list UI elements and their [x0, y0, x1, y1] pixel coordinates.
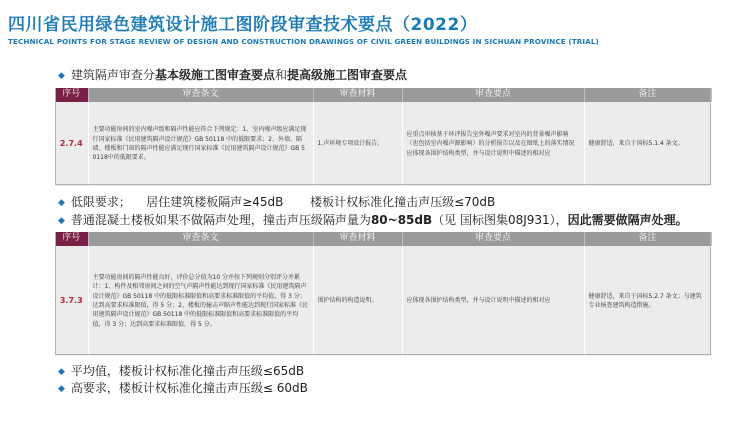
table-row — [55, 102, 711, 186]
section-heading: ◆ 建筑隔声审查分基本级施工图审查要点和提高级施工图审查要点 — [58, 68, 407, 82]
col-header-seq: 序号 — [55, 232, 88, 246]
row-points: 应重点审核基于环评报告室外噪声要求对室内的背景噪声影响（也包括室内噪声源影响）的分析报告以及在图纸上的落实情况应体现各围护结构类型，并与设计说明中描述的相对应 — [402, 102, 584, 186]
diamond-bullet-icon: ◆ — [58, 367, 65, 377]
col-header-points: 审查要点 — [402, 232, 584, 246]
col-header-remark: 备注 — [584, 232, 711, 246]
bullet-concrete-floor: ◆ 普通混凝土楼板如果不做隔声处理，撞击声压级隔声量为80~85dB（见 国标图集08J931），因此需要做隔声处理。 — [58, 213, 688, 227]
col-header-material: 审查材料 — [313, 232, 402, 246]
col-header-clause: 审查条文 — [88, 88, 313, 102]
col-header-clause: 审查条文 — [88, 232, 313, 246]
col-header-remark: 备注 — [584, 88, 711, 102]
bullet-low-requirement: ◆ 低限要求； 居住建筑楼板隔声≥45dB 楼板计权标准化撞击声压级≤70dB — [58, 195, 496, 209]
diamond-bullet-icon: ◆ — [58, 71, 65, 81]
diamond-bullet-icon: ◆ — [58, 216, 65, 226]
row-clause: 主要功能房间的隔声性能良好，评价总分值为10 分并按下列规则分别评分并累计：1、构件及相邻房间之间的空气声隔声性能达到现行国家标准《民用建筑隔声设计规范》GB 50118 中的低限标准限值和高要求标准限值的平均值，得 3 分；达到高要求标准限值，得 5 分；2、楼板的撞击声隔声性能达到现行国家标准《民用建筑隔声设计规范》GB 50118 中的低限标准限值和高要求标准限值的平均值，得 3 分；达到高要求标准限值，得 5 分。 — [88, 246, 313, 356]
bullet-average: ◆ 平均值，楼板计权标准化撞击声压级≤65dB — [58, 364, 305, 378]
col-header-seq: 序号 — [55, 88, 88, 102]
diamond-bullet-icon: ◆ — [58, 198, 65, 208]
bullet-high-requirement: ◆ 高要求，楼板计权标准化撞击声压级≤ 60dB — [58, 381, 308, 395]
row-seq: 2.7.4 — [55, 102, 88, 186]
row-clause: 主要功能房间的室内噪声级和隔声性能应符合下列规定：1、室内噪声级应满足现行国家标准《民用建筑隔声设计规范》GB 50118 中的低限要求；2、外墙、隔墙、楼板和门窗的隔声性能应满足现行国家标准《民用建筑隔声设计规范》GB 50118中的低限要求。 — [88, 102, 313, 186]
table-header-row — [55, 232, 711, 246]
row-material: 1.声环境专项设计报告。 — [313, 102, 402, 186]
review-table-basic — [55, 88, 712, 186]
col-header-material: 审查材料 — [313, 88, 402, 102]
row-seq: 3.7.3 — [55, 246, 88, 356]
row-remark: 健康舒适，来自于国标5.1.4 条文。 — [584, 102, 711, 186]
page-title: 四川省民用绿色建筑设计施工图阶段审查技术要点（2022） — [8, 15, 478, 35]
table-row — [55, 246, 711, 356]
review-table-advanced — [55, 232, 712, 356]
row-remark: 健康舒适，来自于国标5.2.7 条文；与建筑专业核查建筑构造措施。 — [584, 246, 711, 356]
row-points: 应体现各围护结构类型，并与设计说明中描述的相对应 — [402, 246, 584, 356]
diamond-bullet-icon: ◆ — [58, 384, 65, 394]
table-header-row — [55, 88, 711, 102]
row-material: 围护结构的构造说明。 — [313, 246, 402, 356]
col-header-points: 审查要点 — [402, 88, 584, 102]
page-subtitle: TECHNICAL POINTS FOR STAGE REVIEW OF DESIGN AND CONSTRUCTION DRAWINGS OF CIVIL GREEN BUILDINGS IN SICHUAN PROVINCE (TRIAL) — [8, 37, 599, 46]
